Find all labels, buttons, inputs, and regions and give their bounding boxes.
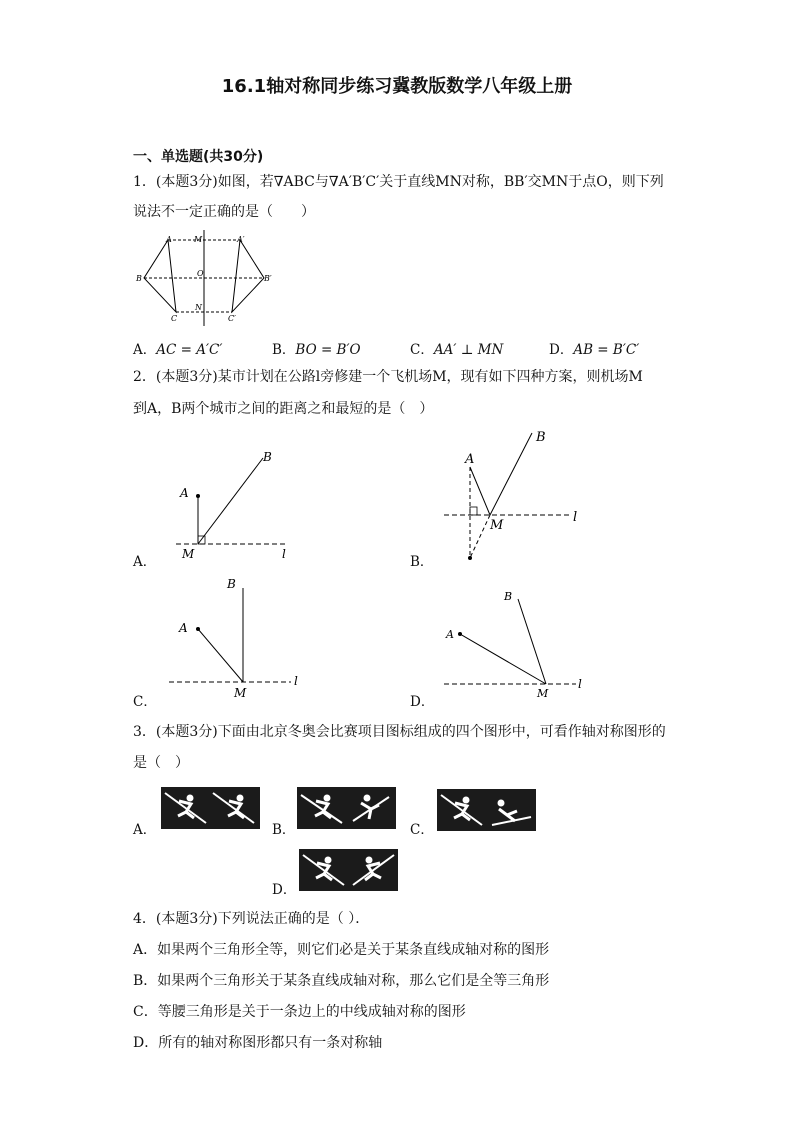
q1-label-A: A [166, 235, 172, 244]
svg-text:M: M [234, 686, 247, 700]
q2-option-d-label: D． [410, 694, 435, 710]
section-heading: 一、单选题(共30分) [133, 149, 264, 165]
document-title: 16.1轴对称同步练习冀教版数学八年级上册 [221, 76, 573, 97]
q3-stem-line2: 是（ ） [133, 755, 189, 771]
q1-label-B2: B′ [264, 274, 272, 283]
q2-option-a-label: A． [133, 554, 157, 570]
svg-text:B: B [536, 430, 546, 445]
q1-label-A2: A′ [237, 235, 245, 244]
svg-text:A: A [465, 452, 475, 467]
q1-figure [128, 228, 288, 328]
q2-figure-c [165, 572, 305, 702]
svg-text:A: A [179, 621, 188, 635]
svg-text:A: A [180, 486, 189, 500]
q1-label-C: C [171, 314, 178, 323]
q3-option-d-label: D． [272, 882, 297, 898]
svg-text:B: B [263, 450, 272, 464]
q2-figure-a [170, 445, 300, 565]
q2-stem-line2: 到A，B两个城市之间的距离之和最短的是（ ） [133, 401, 434, 417]
q3-option-a-label: A． [133, 822, 157, 838]
q2-figure-b [440, 425, 590, 565]
q2-option-c-label: C． [133, 694, 157, 710]
q1-option-a: A．AC = A′C′ [133, 342, 223, 358]
q2-option-b-label: B． [410, 554, 434, 570]
q3-option-b-label: B． [272, 822, 296, 838]
svg-text:B: B [227, 577, 236, 591]
svg-text:M: M [490, 518, 504, 533]
svg-text:l: l [578, 677, 582, 691]
svg-text:M: M [182, 547, 195, 561]
q1-stem-line2: 说法不一定正确的是（ ） [133, 204, 315, 220]
svg-text:A: A [446, 628, 454, 641]
q1-stem-line1: 1．(本题3分)如图，若∇ABC与∇A′B′C′关于直线MN对称，BB′交MN于点O，则下列 [133, 174, 664, 190]
q4-option-a: A．如果两个三角形全等，则它们必是关于某条直线成轴对称的图形 [133, 942, 550, 958]
q2-stem-line1: 2．(本题3分)某市计划在公路l旁修建一个飞机场M，现有如下四种方案，则机场M [133, 369, 643, 385]
q3-option-d-image [299, 849, 398, 891]
svg-text:l: l [294, 674, 298, 688]
svg-text:B: B [504, 590, 513, 603]
q1-option-d: D．AB = B′C′ [549, 342, 640, 358]
q4-option-c: C．等腰三角形是关于一条边上的中线成轴对称的图形 [133, 1004, 466, 1020]
q3-option-b-image [297, 787, 396, 829]
q1-label-M: M [194, 235, 203, 244]
q1-label-N: N [195, 303, 202, 312]
q3-option-c-image [437, 789, 536, 831]
svg-text:l: l [573, 510, 578, 525]
q1-label-O: O [197, 269, 204, 278]
q3-option-a-image [161, 787, 260, 829]
q4-option-d: D．所有的轴对称图形都只有一条对称轴 [133, 1035, 383, 1051]
q2-figure-d [440, 585, 590, 700]
q1-label-C2: C′ [228, 314, 236, 323]
svg-text:l: l [282, 547, 286, 561]
q3-option-c-label: C． [410, 822, 434, 838]
q1-option-b: B．BO = B′O [272, 342, 361, 358]
q3-stem-line1: 3．(本题3分)下面由北京冬奥会比赛项目图标组成的四个图形中，可看作轴对称图形的 [133, 724, 666, 740]
q1-option-c: C．AA′ ⊥ MN [410, 342, 504, 358]
q4-stem: 4．(本题3分)下列说法正确的是（ ）． [133, 911, 370, 927]
svg-text:M: M [537, 687, 549, 700]
q1-label-B: B [136, 274, 142, 283]
q4-option-b: B．如果两个三角形关于某条直线成轴对称，那么它们是全等三角形 [133, 973, 550, 989]
